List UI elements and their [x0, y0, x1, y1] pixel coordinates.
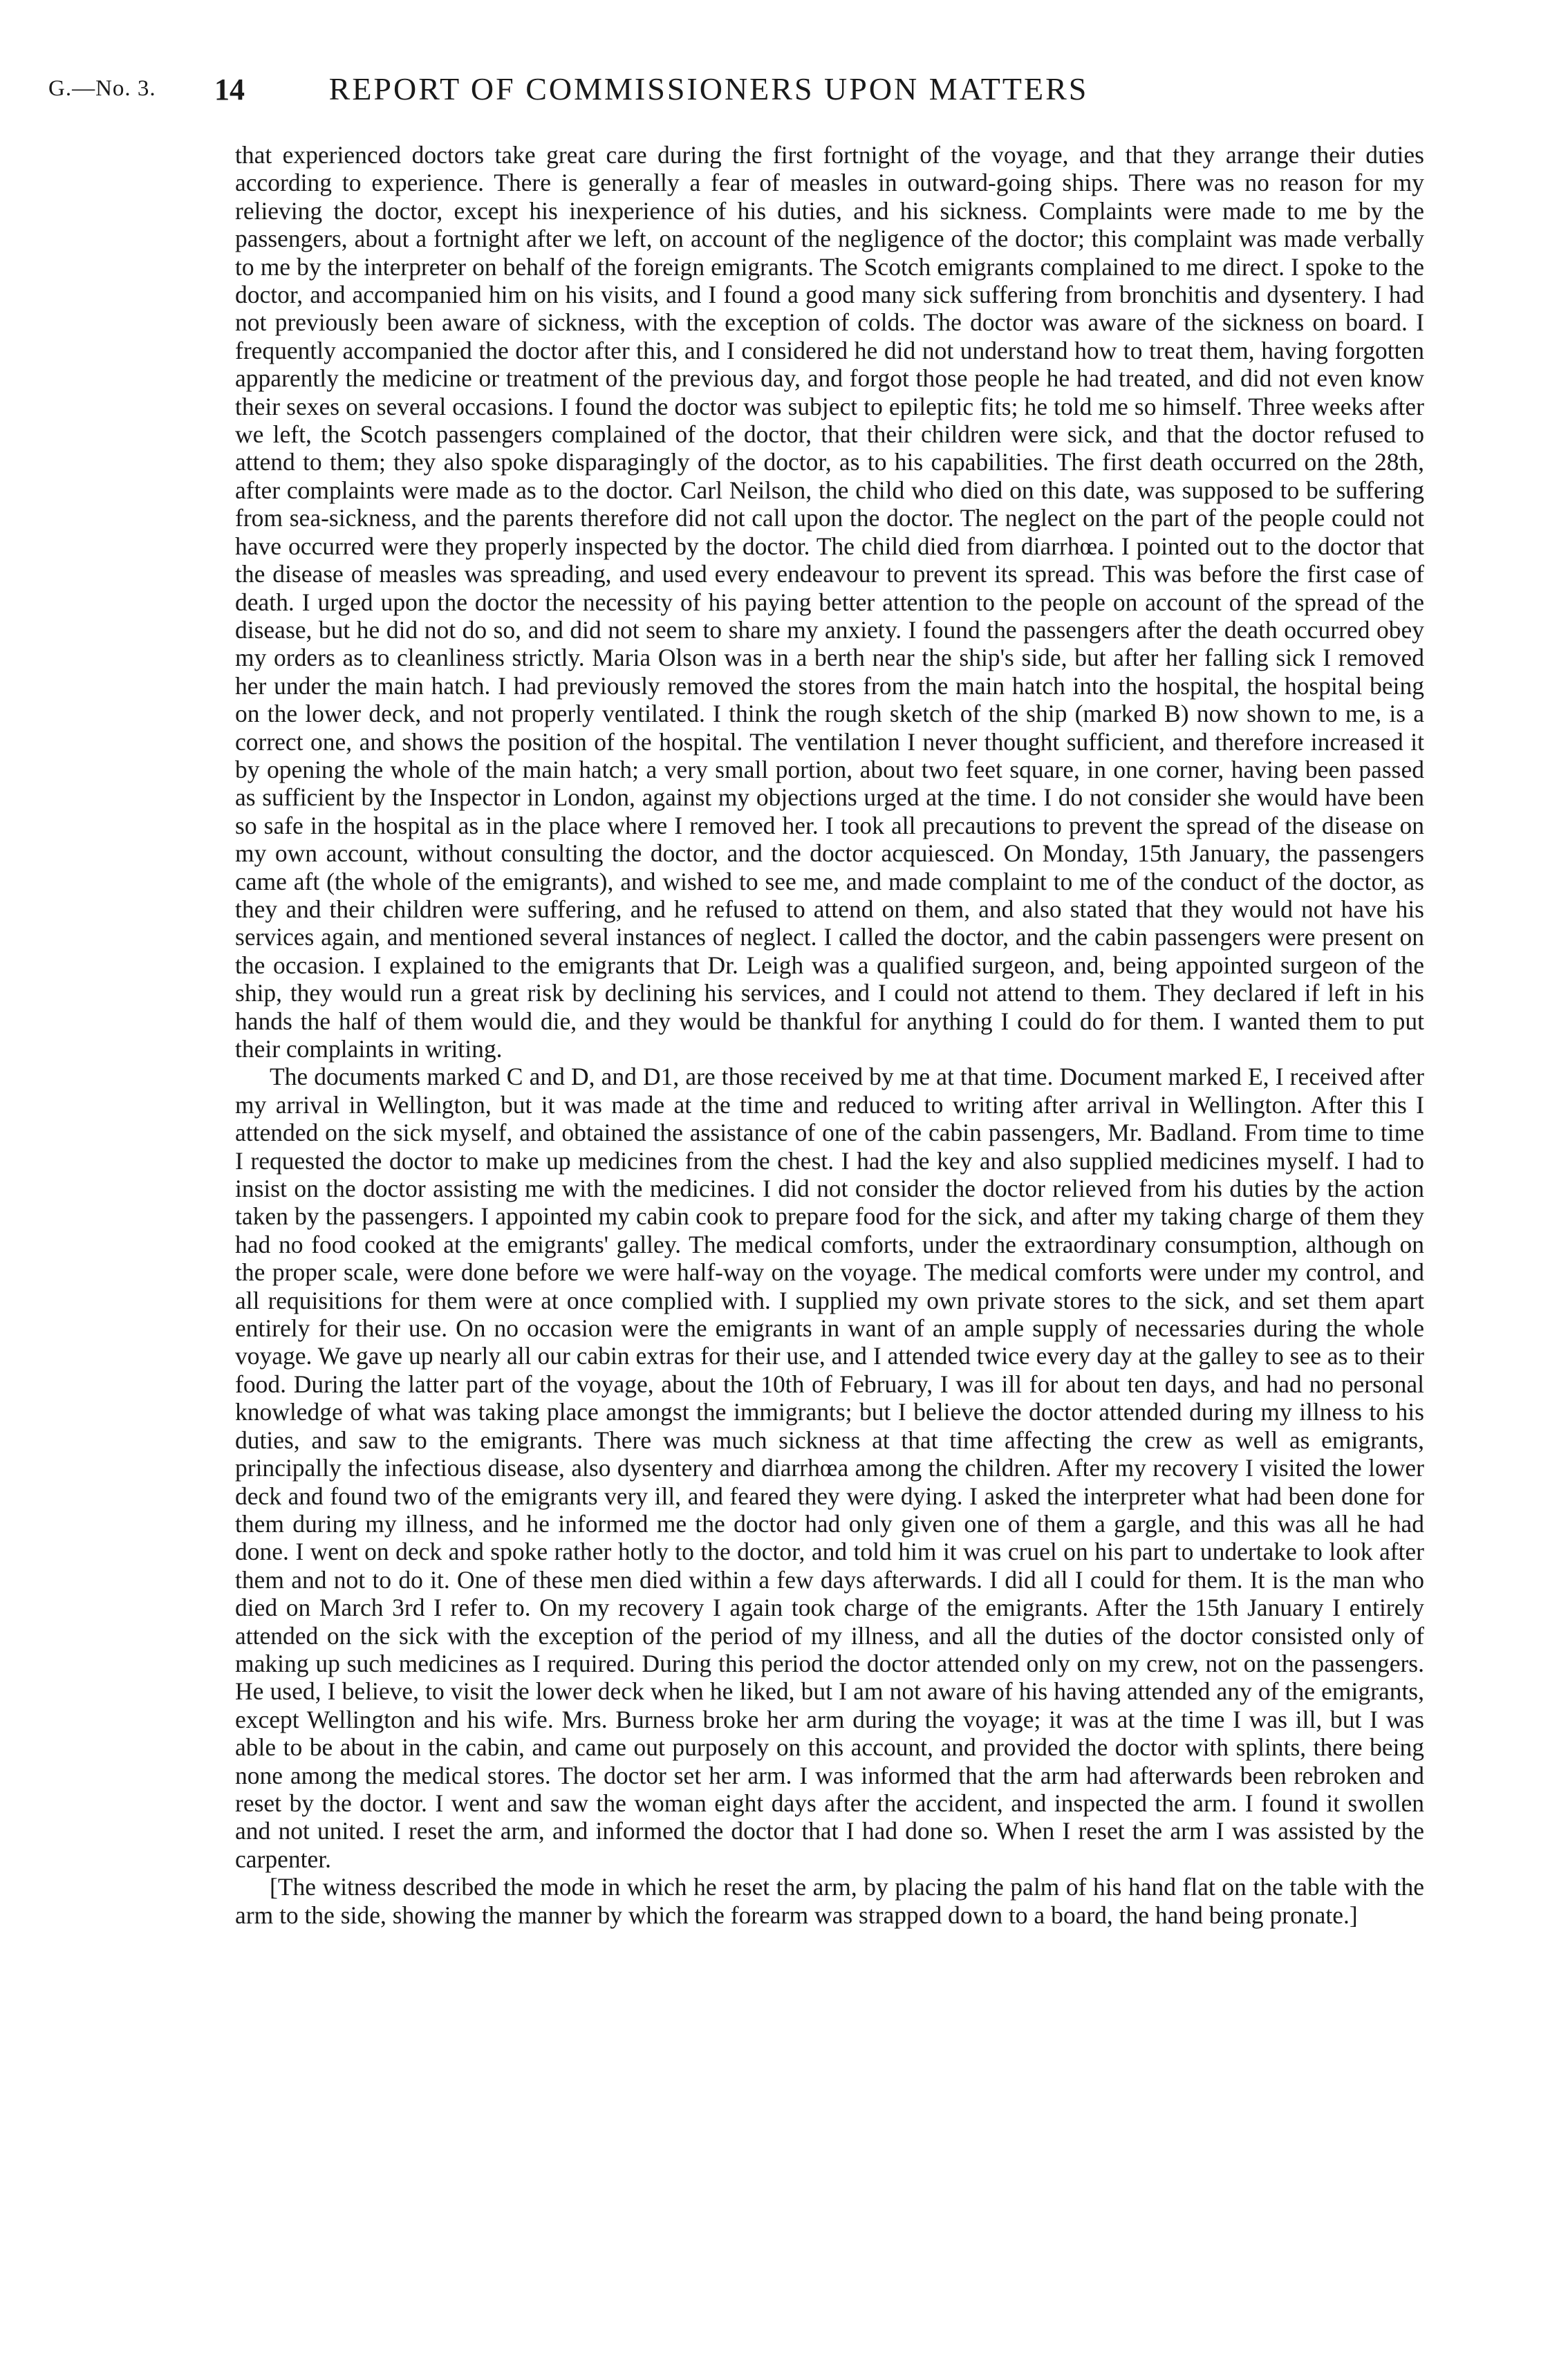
running-title: REPORT OF COMMISSIONERS UPON MATTERS	[328, 71, 1089, 106]
page-reference: G.—No. 3.	[48, 76, 156, 101]
paragraph: [The witness described the mode in which he reset the arm, by placing the palm of his hand flat on the table with the arm to the side, showing the manner by which the forearm was strapped down to a board, the hand being pronate.]	[235, 1873, 1424, 1929]
page-header	[48, 69, 1265, 118]
paragraph: that experienced doctors take great care during the first fortnight of the voyage, and that they arrange their duties according to experience. There is generally a fear of measles in outward-going ships. There was no reason for my relieving the doctor, except his inexperience of his duties, and his sickness. Complaints were made to me by the passengers, about a fortnight after we left, on account of the negligence of the doctor; this complaint was made verbally to me by the interpreter on behalf of the foreign emigrants. The Scotch emigrants complained to me direct. I spoke to the doctor, and accompanied him on his visits, and I found a good many sick suffering from bronchitis and dysentery. I had not previously been aware of sickness, with the exception of colds. The doctor was aware of the sickness on board. I frequently accompanied the doctor after this, and I considered he did not understand how to treat them, having forgotten apparently the medicine or treatment of the previous day, and forgot those people he had treated, and did not even know their sexes on several occasions. I found the doctor was subject to epileptic fits; he told me so himself. Three weeks after we left, the Scotch passengers complained of the doctor, that their children were sick, and that the doctor refused to attend to them; they also spoke disparagingly of the doctor, as to his capabilities. The first death occurred on the 28th, after complaints were made as to the doctor. Carl Neilson, the child who died on this date, was supposed to be suffering from sea-sickness, and the parents therefore did not call upon the doctor. The neglect on the part of the people could not have occurred were they properly inspected by the doctor. The child died from diarrhœa. I pointed out to the doctor that the disease of measles was spreading, and used every endeavour to prevent its spread. This was before the first case of death. I urged upon the doctor the necessity of his paying better attention to the people on account of the spread of the disease, but he did not do so, and did not seem to share my anxiety. I found the passengers after the death occurred obey my orders as to cleanliness strictly. Maria Olson was in a berth near the ship's side, but after her falling sick I removed her under the main hatch. I had previously removed the stores from the main hatch into the hospital, the hospital being on the lower deck, and not properly ventilated. I think the rough sketch of the ship (marked B) now shown to me, is a correct one, and shows the position of the hospital. The ventilation I never thought sufficient, and therefore increased it by opening the whole of the main hatch; a very small portion, about two feet square, in one corner, having been passed as sufficient by the Inspector in London, against my objections urged at the time. I do not consider she would have been so safe in the hospital as in the place where I removed her. I took all precautions to prevent the spread of the disease on my own account, without consulting the doctor, and the doctor acquiesced. On Monday, 15th January, the passengers came aft (the whole of the emigrants), and wished to see me, and made complaint to me of the conduct of the doctor, as they and their children were suffering, and he refused to attend on them, and also stated that they would not have his services again, and mentioned several instances of neglect. I called the doctor, and the cabin passengers were present on the occasion. I explained to the emigrants that Dr. Leigh was a qualified surgeon, and, being appointed surgeon of the ship, they would run a great risk by declining his services, and I could not attend to them. They declared if left in his hands the half of them would die, and they would be thankful for anything I could do for them. I wanted them to put their complaints in writing.	[235, 141, 1424, 1063]
body-text	[235, 141, 1424, 1929]
page-number: 14	[214, 73, 245, 106]
paragraph: The documents marked C and D, and D1, are those received by me at that time. Document marked E, I received after my arrival in Wellington, but it was made at the time and reduced to writing after arrival in Wellington. After this I attended on the sick myself, and obtained the assistance of one of the cabin passengers, Mr. Badland. From time to time I requested the doctor to make up medicines from the chest. I had the key and also supplied medicines myself. I had to insist on the doctor assisting me with the medicines. I did not consider the doctor relieved from his duties by the action taken by the passengers. I appointed my cabin cook to prepare food for the sick, and after my taking charge of them they had no food cooked at the emigrants' galley. The medical comforts, under the extraordinary consumption, although on the proper scale, were done before we were half-way on the voyage. The medical comforts were under my control, and all requisitions for them were at once complied with. I supplied my own private stores to the sick, and set them apart entirely for their use. On no occasion were the emigrants in want of an ample supply of necessaries during the whole voyage. We gave up nearly all our cabin extras for their use, and I attended twice every day at the galley to see as to their food. During the latter part of the voyage, about the 10th of February, I was ill for about ten days, and had no personal knowledge of what was taking place amongst the immigrants; but I believe the doctor attended during my illness to his duties, and saw to the emigrants. There was much sickness at that time affecting the crew as well as emigrants, principally the infectious disease, also dysentery and diarrhœa among the children. After my recovery I visited the lower deck and found two of the emigrants very ill, and feared they were dying. I asked the interpreter what had been done for them during my illness, and he informed me the doctor had only given one of them a gargle, and this was all he had done. I went on deck and spoke rather hotly to the doctor, and told him it was cruel on his part to undertake to look after them and not to do it. One of these men died within a few days afterwards. I did all I could for them. It is the man who died on March 3rd I refer to. On my recovery I again took charge of the emigrants. After the 15th January I entirely attended on the sick with the exception of the period of my illness, and all the duties of the doctor consisted only of making up such medicines as I required. During this period the doctor attended only on my crew, not on the passengers. He used, I believe, to visit the lower deck when he liked, but I am not aware of his having attended any of the emigrants, except Wellington and his wife. Mrs. Burness broke her arm during the voyage; it was at the time I was ill, but I was able to be about in the cabin, and came out purposely on this account, and provided the doctor with splints, there being none among the medical stores. The doctor set her arm. I was informed that the arm had afterwards been rebroken and reset by the doctor. I went and saw the woman eight days after the accident, and inspected the arm. I found it swollen and not united. I reset the arm, and informed the doctor that I had done so. When I reset the arm I was assisted by the carpenter.	[235, 1063, 1424, 1873]
